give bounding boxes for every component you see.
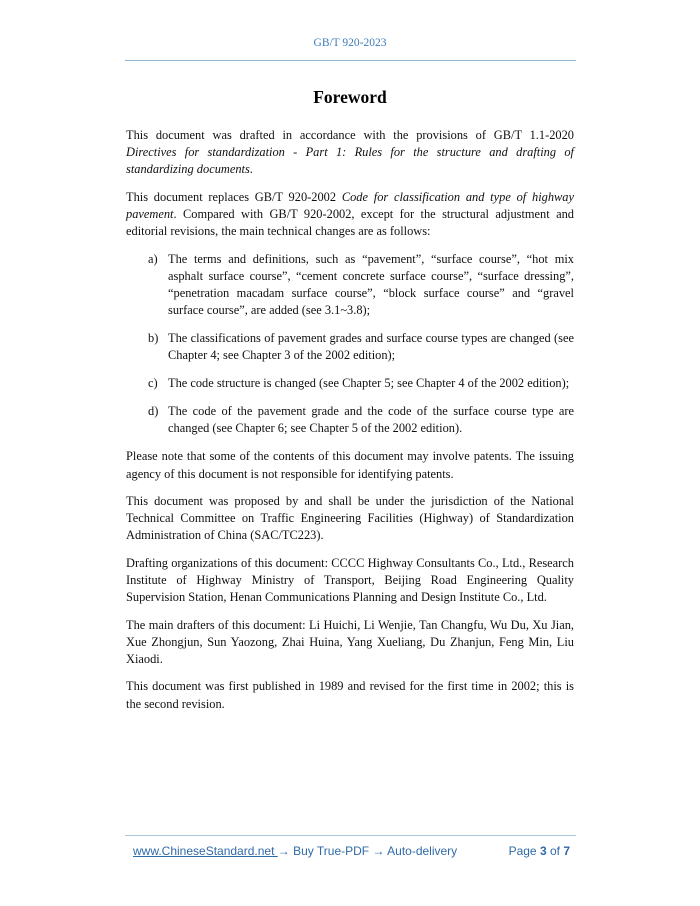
list-item [126,403,574,437]
list-item-text: The terms and definitions, such as “pavement”, “surface course”, “hot mix asphalt surface course”, “cement concrete surface course”, “surface dressing”, “penetration macadam surface course”, “block surface course” and “gravel surface course”, are added (see 3.1~3.8); [168,251,574,317]
italic-title: Directives for standardization - Part 1: Rules for the structure and drafting of standardizing documents [126,145,574,177]
header-rule [125,60,576,61]
page-title: Foreword [313,87,387,107]
footer [133,844,570,858]
list-item-text: The code of the pavement grade and the code of the surface course type are changed (see Chapter 6; see Chapter 5 of the 2002 edition). [168,404,574,436]
website-link[interactable]: www.ChineseStandard.net [133,844,278,858]
text: This document replaces GB/T 920-2002 [126,189,342,204]
list-marker: a) [148,251,158,266]
of-label: of [546,844,564,858]
list-marker: b) [148,330,159,345]
list-item-text: The classifications of pavement grades and surface course types are changed (see Chapter 4; see Chapter 3 of the 2002 edition); [168,330,574,363]
text: . Compared with GB/T 920-2002, except for the structural adjustment and editorial revisions, the main technical changes are as follows: [126,206,574,238]
text: . [249,162,253,177]
paragraph-drafters: The main drafters of this document: Li Huichi, Li Wenjie, Tan Changfu, Wu Du, Xu Jian, Xue Zhongjun, Sun Yaozong, Zhai Huina, Yang Xueliang, Du Zhanjun, Feng Min, Liu Xiaodi. [126,617,574,666]
list-item [126,251,574,319]
paragraph-drafting-basis [126,127,574,178]
italic-title: Code for classification and type of highway pavement [126,189,574,221]
footer-rule [125,835,576,836]
paragraph-drafting-organizations: Drafting organizations of this document: CCCC Highway Consultants Co., Ltd., Research Institute of Highway Ministry of Transport, Beijing Road Engineering Quality Supervision Station, Henan Communications Planning and Design Institute Co., Ltd. [126,555,574,605]
paragraph-replaces [126,189,574,240]
list-item [126,375,574,392]
list-item-text: The code structure is changed (see Chapter 5; see Chapter 4 of the 2002 edition); [168,376,570,391]
page-label: Page [508,844,540,858]
foreword-body [126,127,574,723]
page-total: 7 [563,844,570,858]
delivery-text: Auto-delivery [387,844,458,858]
list-marker: c) [148,376,158,391]
header-doc-code: GB/T 920-2023 [313,37,387,49]
list-item [126,330,574,364]
changes-list [126,251,574,438]
arrow-icon: → [369,844,388,858]
text: This document was drafted in accordance with the provisions of GB/T 1.1-2020 [126,128,574,142]
paragraph-patents: Please note that some of the contents of this document may involve patents. The issuing agency of this document is not responsible for identifying patents. [126,449,574,481]
page-current: 3 [539,844,547,858]
buy-text: Buy True-PDF [293,844,370,858]
paragraph-history: This document was first published in 1989 and revised for the first time in 2002; this is the second revision. [126,679,574,711]
paragraph-jurisdiction: This document was proposed by and shall be under the jurisdiction of the National Technical Committee on Traffic Engineering Facilities (Highway) of Standardization Administration of China (SAC/TC223). [126,494,574,543]
list-marker: d) [148,404,159,419]
page-indicator [509,844,570,858]
arrow-icon: → [277,844,294,858]
